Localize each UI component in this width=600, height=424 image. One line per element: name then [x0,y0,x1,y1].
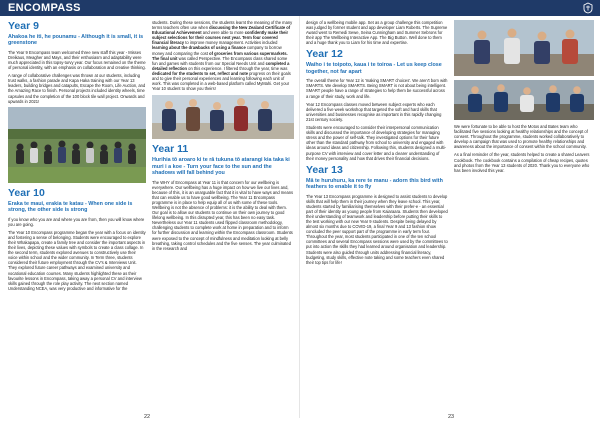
year9-group-photo [8,107,146,183]
year11-paragraph-1: The WHY of Encompass at Year 11 is that concern for our wellbeing is everywhere. Our wellbeing has a huge impact on how we live our lives and, because of this, it is an unarguable fact that it is vital to have ways and means that can enable us to have good wellbeing. The Year 11 Encompass programme is in place to help equip all of us with some of these tools. Wellbeing is not the absence of problems: it is the ability to deal with them. Our goal is to allow our students to continue on their own journey to good lifelong wellbeing. In this disrupted year, this has been no easy task. Nevertheless our Year 11 students used flipped classroom methodology, challenging students to complete work at home in preparation and to inform for further discussion and learning within the Encompass classroom. Students were exposed to the concept of mindfulness and meditation looking at belly breathing, taking control schedules and the five senses. The year culminated in the research and [152,179,294,251]
year10-paragraph-2: The Year 10 Encompass programme began the year with a focus on identity and fostering a sense of belonging. Students were encouraged to explore their Whakapapa, create a family tree and consider the important aspects in their lives, depicting these values with symbols to create a class collage. In the second term, students explored avenues to constructively use their voice within school and the wider community. In Term three, students considered their future employment through the CV's & Interviews Unit. They explored future career pathways and examined university and vocational education courses. Many students highlighted these as their favourite lessons in Encompass, taking away a personal CV and interview skills gained through the role play activity. The next section named Understanding NCEA, was very productive and informative for the [8,229,146,291]
year12-paragraph-2: Year 12 Encompass classes moved between subject experts who each delivered a five week workshop that targeted the soft and hard skills that universities and businesses recognise as important in this rapidly changing 21st century society. [306,101,442,122]
page-divider [299,16,300,418]
column-3 [306,20,448,412]
header-bar [0,0,600,16]
year12-subtitle: Waiho i te toipoto, kaua i te toiroa - Let us keep close together, not far apart [306,62,442,75]
year10-title: Year 10 [8,186,45,199]
year11-title: Year 11 [152,143,189,156]
year13-subtitle: Mā te huruhuru, ka rere te manu - adorn this bird with feathers to enable it to fly [306,177,443,191]
year11-paragraph-2: design of a wellbeing mobile app. Set as a group challenge this competition was judged by former student and app developer Liam Roberts. The Supreme Award went to Remedi Sewe, Seina Cunningham and Summer Sebrons for their app The Wellbeing Interactive App. The Big Button. Well done to them and a huge thank you to Liam for his time and expertise. [306,20,448,46]
year13-paragraph-2: We were fortunate to be able to host the Motos and Bates team who facilitated five sessions looking at healthy relationships and the concept of consent. Throughout the programme, students worked collaboratively to develop a campaign that was used to promote healthy relationships and awareness about the importance of consent within the school community. [454,124,588,150]
year9-paragraph-1: The Year 9 Encompass team welcomed three new staff this year - Misses Dreikaus, Meagher and Mays, and their enthusiasm and adaptability were much appreciated in this topsy-turvy year. Our focus remained on the theme of personal identity, with an emphasis on collaboration and creative thinking. [8,49,146,71]
wellbeing-photo [454,20,594,76]
page-title: ENCOMPASS [8,2,81,14]
column-2 [152,20,294,412]
column-4 [454,20,594,412]
year9-subtitle: Ahakoa he iti, he pounamu - Although it is small, it is greenstone [8,34,144,47]
year11-subtitle: Hurihia tō aroaro ki te rā tukuna tō atarangi kia taka ki muri i a koe - Turn your face to the sun and the shadows will fall behind you [152,157,290,177]
year9-paragraph-2: A range of collaborative challenges was thrown at our students, including trust walks, a fashion parade and Kapa Haka training with our Year 13 leaders, building bridges and catapults, Escape the Room, Life Auction, and the Amazing Race to finish. Personal projects included identity wheels, time capsules and the completion of the 100 block tile wall project. Onwards and upwards in 2021! [8,73,146,104]
school-crest-icon [582,2,594,14]
year12-photo [454,80,594,120]
page-number-left: 22 [144,414,151,420]
year12-paragraph-3: Students were encouraged to consider their interpersonal communication skills and discussed the importance of developing strategies for managing stress and the power of self-talk. They investigated options for their future other than the standard pathway from school to university and engaged with ideas around ideas and citizenship. Following this, students designed a multi-purpose CV with interview and cover letter and a clearer understanding of their money personality and how that drives their financial decisions. [306,125,446,161]
year12-paragraph-1: The overall theme for Year 12 is 'making SMART choices'. We aren't born with SMARTS. We develop SMARTS. Being SMART is not about being intelligent. SMART people have a range of strategies to help them be successful across a range of their study, work and life. [306,78,448,99]
year10-class-photo [152,95,294,139]
year13-paragraph-3: As a final reminder of the year, students helped to create a shared Leavers Cookbook. The cookbook contains a compilation of cheap recipes, quotes and photos from the Year 13 students of 2020. Thank you to everyone who has been involved this year. [454,152,590,173]
year9-title: Year 9 [8,20,39,32]
year13-title: Year 13 [306,163,343,176]
page-number-right: 23 [448,414,455,420]
column-1 [8,20,146,412]
year12-title: Year 12 [306,48,343,61]
year13-paragraph-1: The Year 13 Encompass programme is designed to assist students to develop skills that will help them in their journey when they leave school. This year, students started by familiarising themselves with their prefer-e - an essential part of their identity as young people from Kaiaraara. Students then developed their understanding of teamwork and leadership before putting their skills to the test working with our new Year 9 students. Despite being delayed by almost six months due to COVID-19, a final Year 9 and 13 fashion show concluded the peer support part of the programme in early term four. Throughout the year, most students participated in one of the ten school committees and several Encompass sessions were used by the committees to put into action the skills they had learned around organisation and leadership. Students were also guided through units addressing financial literacy, budgeting, study skills, effective note taking and some teachers even shared their top tips for life! [306,193,448,265]
year10-subtitle: Eraka te maui, erakia te katau - When one side is strong, the other side is strong [8,200,133,214]
year10-paragraph-1: If you know who you are and where you are from, then you will know where you are going. [8,216,145,227]
year10-paragraph-3: students. During these sessions, the students learnt the meaning of the many terms teachers often use when discussing the New Zealand Certificate of Educational Achievement and were able to more confidently make their subject selections for their courses next year. Term four covered financial literacy to improve money management. Activities included learning about the drawbacks of using a finance company to borrow money and comparing the cost of groceries from various supermarkets. The final unit was called Perspective. The Encompass class shared some fun and games with students from our Special Needs Unit and completed a detailed reflection on this experience. I filtered through the year, time was dedicated for the students to set, reflect and note progress on their goals and to give their personal experiences and learning following each unit of work. This was completed in a web-based platform called MyMahi. Get your Year 10 student to show you theirs! [152,20,293,92]
